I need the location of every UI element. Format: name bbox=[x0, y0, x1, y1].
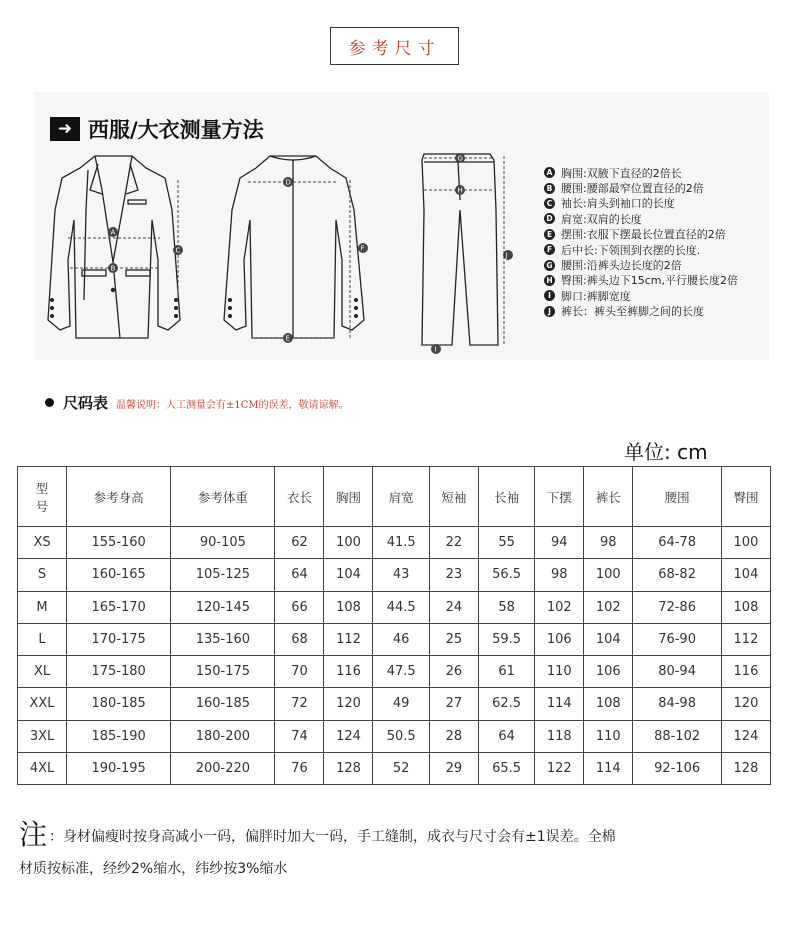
table-cell: 46 bbox=[373, 623, 429, 655]
legend-badge: F bbox=[544, 244, 555, 255]
table-cell: 150-175 bbox=[171, 656, 275, 688]
table-cell: L bbox=[18, 623, 67, 655]
table-cell: 104 bbox=[324, 559, 373, 591]
table-cell: 185-190 bbox=[67, 720, 171, 752]
table-header-cell: 臀围 bbox=[721, 467, 770, 527]
table-row bbox=[18, 656, 771, 688]
table-cell: 108 bbox=[721, 591, 770, 623]
svg-text:F: F bbox=[360, 244, 365, 253]
table-cell: 110 bbox=[535, 656, 584, 688]
table-cell: 49 bbox=[373, 688, 429, 720]
arrow-right-icon: ➜ bbox=[50, 117, 80, 141]
jacket-front-illustration bbox=[40, 150, 190, 345]
svg-text:H: H bbox=[457, 186, 463, 195]
table-cell: 65.5 bbox=[478, 752, 534, 784]
table-header-cell: 型 号 bbox=[18, 467, 67, 527]
table-cell: 108 bbox=[584, 688, 633, 720]
table-cell: 3XL bbox=[18, 720, 67, 752]
legend-text: 胸围:双腋下直径的2倍长 bbox=[561, 166, 682, 180]
table-row bbox=[18, 623, 771, 655]
table-header-cell: 腰围 bbox=[633, 467, 722, 527]
legend-text: 腰围:沿裤头边长度的2倍 bbox=[561, 259, 682, 273]
table-cell: 180-200 bbox=[171, 720, 275, 752]
legend-text: 后中长:下领围到衣摆的长度. bbox=[561, 243, 701, 257]
table-header-cell: 肩宽 bbox=[373, 467, 429, 527]
legend-item bbox=[544, 165, 738, 180]
legend-item bbox=[544, 196, 738, 211]
size-chart-title: 尺码表 bbox=[63, 394, 109, 412]
legend-text: 摆围:衣服下摆最长位置直径的2倍 bbox=[561, 228, 726, 242]
legend-badge: D bbox=[544, 213, 555, 224]
note-line-2: 材质按标准，经纱2%缩水，纬纱按3%缩水 bbox=[19, 861, 288, 877]
table-cell: 64 bbox=[478, 720, 534, 752]
table-cell: 62.5 bbox=[478, 688, 534, 720]
table-cell: 88-102 bbox=[633, 720, 722, 752]
table-cell: 52 bbox=[373, 752, 429, 784]
measurement-title bbox=[50, 114, 264, 144]
table-cell: 170-175 bbox=[67, 623, 171, 655]
table-cell: 72 bbox=[275, 688, 324, 720]
legend-item bbox=[544, 227, 738, 242]
table-header-cell: 长袖 bbox=[478, 467, 534, 527]
table-cell: 120 bbox=[721, 688, 770, 720]
table-cell: 47.5 bbox=[373, 656, 429, 688]
svg-text:B: B bbox=[110, 264, 116, 273]
table-header-cell: 衣长 bbox=[275, 467, 324, 527]
table-header-cell: 参考身高 bbox=[67, 467, 171, 527]
table-header-cell: 裤长 bbox=[584, 467, 633, 527]
legend-badge: I bbox=[544, 290, 555, 301]
table-cell: XL bbox=[18, 656, 67, 688]
legend-text: 袖长:肩头到袖口的长度 bbox=[561, 197, 675, 211]
table-cell: 128 bbox=[721, 752, 770, 784]
table-cell: 104 bbox=[584, 623, 633, 655]
table-cell: 128 bbox=[324, 752, 373, 784]
table-cell: 58 bbox=[478, 591, 534, 623]
table-cell: 160-165 bbox=[67, 559, 171, 591]
table-cell: 90-105 bbox=[171, 527, 275, 559]
table-row bbox=[18, 720, 771, 752]
table-cell: 155-160 bbox=[67, 527, 171, 559]
table-cell: 160-185 bbox=[171, 688, 275, 720]
legend-badge: E bbox=[544, 229, 555, 240]
table-cell: 98 bbox=[535, 559, 584, 591]
table-cell: 120 bbox=[324, 688, 373, 720]
table-cell: 116 bbox=[721, 656, 770, 688]
note-mark: 注 bbox=[19, 818, 48, 851]
table-cell: 26 bbox=[429, 656, 478, 688]
legend-text: 臀围:裤头边下15cm,平行腰长度2倍 bbox=[561, 274, 738, 288]
measurement-legend bbox=[544, 165, 738, 319]
table-cell: 118 bbox=[535, 720, 584, 752]
table-cell: 124 bbox=[721, 720, 770, 752]
table-cell: 175-180 bbox=[67, 656, 171, 688]
legend-badge: A bbox=[544, 167, 555, 178]
svg-text:D: D bbox=[285, 178, 291, 187]
svg-text:E: E bbox=[285, 334, 290, 343]
table-cell: 76-90 bbox=[633, 623, 722, 655]
table-cell: 165-170 bbox=[67, 591, 171, 623]
table-cell: 200-220 bbox=[171, 752, 275, 784]
header-title: 参考尺寸 bbox=[348, 38, 441, 59]
table-cell: 28 bbox=[429, 720, 478, 752]
table-cell: 122 bbox=[535, 752, 584, 784]
table-cell: 190-195 bbox=[67, 752, 171, 784]
bullet-icon bbox=[45, 398, 54, 407]
table-row bbox=[18, 752, 771, 784]
table-cell: 68 bbox=[275, 623, 324, 655]
measurement-title-text: 西服/大衣测量方法 bbox=[88, 118, 264, 142]
table-cell: 59.5 bbox=[478, 623, 534, 655]
table-cell: 64-78 bbox=[633, 527, 722, 559]
table-cell: 114 bbox=[584, 752, 633, 784]
table-header-cell: 短袖 bbox=[429, 467, 478, 527]
jacket-back-illustration bbox=[218, 150, 368, 345]
legend-text: 裤长：裤头至裤脚之间的长度 bbox=[561, 305, 704, 319]
table-cell: 100 bbox=[584, 559, 633, 591]
legend-text: 脚口:裤脚宽度 bbox=[561, 289, 631, 303]
table-header-row bbox=[18, 467, 771, 527]
table-cell: 68-82 bbox=[633, 559, 722, 591]
legend-badge: H bbox=[544, 275, 555, 286]
table-cell: M bbox=[18, 591, 67, 623]
legend-item bbox=[544, 288, 738, 303]
table-header-cell: 胸围 bbox=[324, 467, 373, 527]
header-title-box bbox=[330, 27, 459, 65]
table-cell: 112 bbox=[324, 623, 373, 655]
table-cell: 56.5 bbox=[478, 559, 534, 591]
table-cell: 106 bbox=[584, 656, 633, 688]
table-cell: 25 bbox=[429, 623, 478, 655]
table-body bbox=[18, 527, 771, 785]
table-cell: 84-98 bbox=[633, 688, 722, 720]
legend-badge: G bbox=[544, 260, 555, 271]
legend-item bbox=[544, 180, 738, 195]
table-cell: 43 bbox=[373, 559, 429, 591]
table-cell: 61 bbox=[478, 656, 534, 688]
table-cell: 110 bbox=[584, 720, 633, 752]
table-cell: 24 bbox=[429, 591, 478, 623]
svg-text:G: G bbox=[457, 154, 463, 163]
table-cell: 41.5 bbox=[373, 527, 429, 559]
table-cell: 94 bbox=[535, 527, 584, 559]
table-cell: 22 bbox=[429, 527, 478, 559]
svg-text:J: J bbox=[505, 251, 508, 260]
table-cell: 27 bbox=[429, 688, 478, 720]
svg-text:I: I bbox=[434, 345, 437, 354]
table-cell: XXL bbox=[18, 688, 67, 720]
unit-label: 单位: cm bbox=[624, 440, 708, 464]
table-cell: XS bbox=[18, 527, 67, 559]
legend-item bbox=[544, 211, 738, 226]
table-cell: 108 bbox=[324, 591, 373, 623]
table-cell: 102 bbox=[535, 591, 584, 623]
legend-text: 肩宽:双肩的长度 bbox=[561, 212, 642, 226]
table-cell: 102 bbox=[584, 591, 633, 623]
legend-item bbox=[544, 273, 738, 288]
table-cell: 124 bbox=[324, 720, 373, 752]
table-cell: 4XL bbox=[18, 752, 67, 784]
table-cell: 98 bbox=[584, 527, 633, 559]
table-cell: 120-145 bbox=[171, 591, 275, 623]
svg-text:C: C bbox=[175, 246, 181, 255]
legend-item bbox=[544, 257, 738, 272]
table-cell: 29 bbox=[429, 752, 478, 784]
table-cell: S bbox=[18, 559, 67, 591]
table-row bbox=[18, 527, 771, 559]
legend-badge: B bbox=[544, 183, 555, 194]
table-cell: 105-125 bbox=[171, 559, 275, 591]
table-cell: 55 bbox=[478, 527, 534, 559]
table-row bbox=[18, 688, 771, 720]
table-cell: 135-160 bbox=[171, 623, 275, 655]
table-cell: 100 bbox=[324, 527, 373, 559]
size-table bbox=[17, 466, 771, 785]
note-line-1: ：身材偏瘦时按身高减小一码，偏胖时加大一码，手工缝制，成衣与尺寸会有±1误差。全棉 bbox=[49, 829, 616, 845]
table-cell: 80-94 bbox=[633, 656, 722, 688]
table-cell: 116 bbox=[324, 656, 373, 688]
table-cell: 180-185 bbox=[67, 688, 171, 720]
legend-item bbox=[544, 242, 738, 257]
table-cell: 92-106 bbox=[633, 752, 722, 784]
legend-badge: J bbox=[544, 306, 555, 317]
footer-note bbox=[19, 820, 779, 852]
table-cell: 44.5 bbox=[373, 591, 429, 623]
table-cell: 112 bbox=[721, 623, 770, 655]
table-cell: 114 bbox=[535, 688, 584, 720]
table-cell: 70 bbox=[275, 656, 324, 688]
legend-text: 腰围:腰部最窄位置直径的2倍 bbox=[561, 182, 704, 196]
table-cell: 23 bbox=[429, 559, 478, 591]
table-header-cell: 参考体重 bbox=[171, 467, 275, 527]
table-cell: 66 bbox=[275, 591, 324, 623]
legend-badge: C bbox=[544, 198, 555, 209]
size-chart-note: 温馨说明：人工测量会有±1CM的误差，敬请谅解。 bbox=[116, 400, 349, 411]
legend-item bbox=[544, 304, 738, 319]
table-cell: 74 bbox=[275, 720, 324, 752]
table-cell: 72-86 bbox=[633, 591, 722, 623]
table-row bbox=[18, 591, 771, 623]
svg-text:A: A bbox=[110, 228, 116, 237]
table-cell: 76 bbox=[275, 752, 324, 784]
table-cell: 106 bbox=[535, 623, 584, 655]
table-cell: 62 bbox=[275, 527, 324, 559]
table-cell: 100 bbox=[721, 527, 770, 559]
table-cell: 64 bbox=[275, 559, 324, 591]
table-row bbox=[18, 559, 771, 591]
size-chart-heading bbox=[45, 392, 349, 413]
table-cell: 50.5 bbox=[373, 720, 429, 752]
table-header-cell: 下摆 bbox=[535, 467, 584, 527]
trousers-illustration bbox=[412, 150, 522, 355]
table-cell: 104 bbox=[721, 559, 770, 591]
